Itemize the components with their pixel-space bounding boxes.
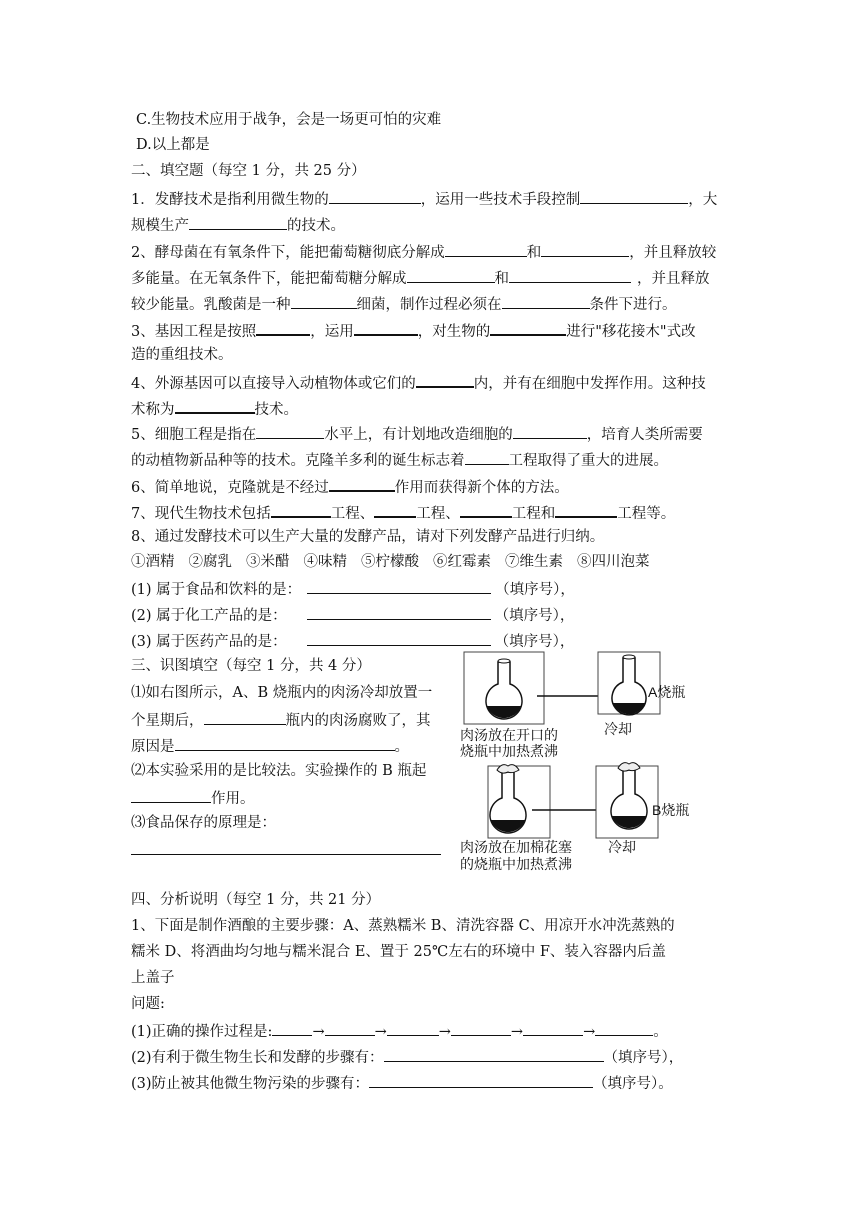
question-5-line-2 <box>131 450 668 470</box>
text: ，并且释放 <box>637 271 710 287</box>
option-c: C.生物技术应用于战争，会是一场更可怕的灾难 <box>136 112 442 128</box>
caption-a-1: 肉汤放在开口的 <box>460 728 558 744</box>
item: ②腐乳 <box>188 554 232 570</box>
blank[interactable] <box>502 294 590 309</box>
blank[interactable] <box>384 1047 604 1062</box>
text: 工程取得了重大的进展。 <box>508 453 668 469</box>
text: 工程等。 <box>617 506 676 522</box>
label-cool-b: 冷却 <box>608 840 636 856</box>
text: (3)防止被其他微生物污染的步骤有： <box>131 1076 370 1092</box>
question-2-line-2 <box>131 268 710 288</box>
blank[interactable] <box>131 788 211 803</box>
blank[interactable] <box>509 268 631 283</box>
blank[interactable] <box>329 476 395 492</box>
text: 作用。 <box>211 791 255 807</box>
text: 条件下进行。 <box>589 297 677 313</box>
s3-q3-answer-line <box>131 840 441 860</box>
text: 瓶内的肉汤腐败了，其 <box>285 713 431 729</box>
text: (1) 属于食品和饮料的是： <box>131 582 302 598</box>
blank[interactable] <box>256 320 310 336</box>
text: （填序号）， <box>494 634 575 650</box>
blank[interactable] <box>307 605 491 620</box>
blank[interactable] <box>325 1021 375 1036</box>
text: ，并且释放较 <box>629 245 717 261</box>
s3-q1-line-1: ⑴如右图所示，A、B 烧瓶内的肉汤冷却放置一 <box>131 685 433 701</box>
question-1-line-1 <box>131 189 717 209</box>
s3-q2-line-1: ⑵本实验采用的是比较法。实验操作的 B 瓶起 <box>131 763 427 779</box>
blank[interactable] <box>451 1021 511 1036</box>
blank[interactable] <box>513 424 587 439</box>
blank[interactable] <box>271 502 331 518</box>
label-a-flask: A烧瓶 <box>648 684 686 700</box>
cotton-plug-b1 <box>497 765 519 773</box>
blank[interactable] <box>369 1073 593 1088</box>
s3-q1-line-3 <box>131 736 409 756</box>
blank[interactable] <box>595 1021 653 1036</box>
text: 作用而获得新个体的方法。 <box>394 480 569 496</box>
blank[interactable] <box>329 189 421 204</box>
blank[interactable] <box>272 1021 312 1036</box>
flask-experiment-figure <box>458 648 708 878</box>
blank[interactable] <box>291 294 357 309</box>
text: (1)正确的操作过程是: <box>131 1024 273 1040</box>
section-4-title: 四、分析说明（每空 1 分，共 21 分） <box>131 892 381 908</box>
text: 工程和 <box>511 506 556 522</box>
text: 多能量。在无氧条件下，能把葡萄糖分解成 <box>131 271 407 287</box>
text: ，大 <box>688 192 718 208</box>
arrow-icon: → <box>374 1024 387 1040</box>
blank[interactable] <box>541 242 629 257</box>
text: 技术。 <box>254 402 298 418</box>
text: 水平上，有计划地改造细胞的 <box>324 427 513 443</box>
broth-a1 <box>487 706 521 718</box>
text: (2)有利于微生物生长和发酵的步骤有： <box>131 1050 384 1066</box>
blank[interactable] <box>204 710 286 725</box>
blank[interactable] <box>580 189 688 204</box>
blank[interactable] <box>189 215 287 230</box>
text: 术称为 <box>131 402 175 418</box>
item: ⑦维生素 <box>505 554 563 570</box>
s4-sub-2 <box>131 1047 683 1067</box>
text: 。 <box>653 1024 668 1040</box>
text: 工程、 <box>330 506 375 522</box>
text: 。 <box>394 739 409 755</box>
blank[interactable] <box>307 631 491 646</box>
s3-q1-line-2 <box>131 710 431 730</box>
question-3-line-2: 造的重组技术。 <box>131 347 233 363</box>
option-d: D.以上都是 <box>136 137 210 153</box>
broth-a2 <box>613 703 645 714</box>
item: ⑤柠檬酸 <box>361 554 419 570</box>
blank[interactable] <box>523 1021 583 1036</box>
blank[interactable] <box>256 424 324 439</box>
text: 工程、 <box>416 506 460 522</box>
item: ④味精 <box>303 554 347 570</box>
arrow-icon: → <box>583 1024 596 1040</box>
text: 5、细胞工程是指在 <box>131 427 257 443</box>
text: （填序号）， <box>495 582 575 598</box>
text: 1．发酵技术是指利用微生物的 <box>131 192 329 208</box>
section-3-title: 三、识图填空（每空 1 分，共 4 分） <box>131 658 371 674</box>
question-5-line-1 <box>131 424 703 444</box>
broth-b2 <box>612 816 646 828</box>
text: 较少能量。乳酸菌是一种 <box>131 297 291 313</box>
text: ，运用一些技术手段控制 <box>420 192 581 208</box>
label-cool-a: 冷却 <box>604 722 632 738</box>
text: (2) 属于化工产品的是： <box>131 608 287 624</box>
text: 7、现代生物技术包括 <box>131 506 271 522</box>
question-8-items <box>131 553 664 571</box>
s4-sub-1 <box>131 1021 668 1041</box>
text: 内，并有在细胞中发挥作用。这种技 <box>473 376 706 392</box>
arrow-icon: → <box>510 1024 524 1040</box>
blank[interactable] <box>460 502 512 518</box>
text: 个星期后， <box>131 713 204 729</box>
text: 2、酵母菌在有氧条件下，能把葡萄糖彻底分解成 <box>131 245 445 261</box>
text: （填序号）， <box>494 608 575 624</box>
arrow-icon: → <box>438 1024 451 1040</box>
question-3-line-1 <box>131 320 696 341</box>
cotton-plug-b2 <box>618 763 640 771</box>
blank[interactable] <box>445 242 527 257</box>
blank[interactable] <box>465 450 509 465</box>
text: 规模生产 <box>131 218 189 234</box>
s4-q1-line-3: 上盖子 <box>131 970 175 986</box>
s3-q3: ⑶食品保存的原理是： <box>131 815 276 831</box>
question-label: 问题: <box>131 996 165 1012</box>
text: (3) 属于医药产品的是： <box>131 634 287 650</box>
flask-a-cooled-mouth <box>623 655 635 659</box>
text: ，培育人类所需要 <box>586 427 703 443</box>
blank[interactable] <box>555 502 617 518</box>
text: 进行"移花接木"式改 <box>566 324 696 340</box>
s4-q1-line-2: 糯米 D、将酒曲均匀地与糯米混合 E、置于 25℃左右的环境中 F、装入容器内后盖 <box>131 944 666 960</box>
text: 3、基因工程是按照 <box>131 324 257 340</box>
blank[interactable] <box>387 1021 439 1036</box>
question-4-line-1 <box>131 372 706 393</box>
question-4-line-2 <box>131 398 298 419</box>
text: 和 <box>494 271 509 287</box>
text: 的技术。 <box>287 218 345 234</box>
broth-b1 <box>491 820 525 832</box>
blank[interactable] <box>416 372 474 388</box>
blank[interactable] <box>131 840 441 855</box>
question-8-1 <box>131 579 575 599</box>
blank[interactable] <box>307 579 491 594</box>
item: ③米醋 <box>246 554 290 570</box>
caption-b-2: 的烧瓶中加热煮沸 <box>460 857 572 873</box>
blank[interactable] <box>490 320 566 336</box>
blank[interactable] <box>175 736 395 751</box>
caption-b-1: 肉汤放在加棉花塞 <box>460 840 572 856</box>
s3-q2-line-2 <box>131 788 255 808</box>
question-2-line-3 <box>131 294 677 314</box>
s4-q1-line-1: 1、下面是制作酒酿的主要步骤：A、蒸熟糯米 B、清洗容器 C、用凉开水冲洗蒸熟的 <box>131 918 675 934</box>
item: ⑥红霉素 <box>433 554 491 570</box>
section-2-title: 二、填空题（每空 1 分，共 25 分） <box>131 163 366 179</box>
text: 细菌，制作过程必须在 <box>356 297 502 313</box>
s4-sub-3 <box>131 1073 673 1093</box>
text: ，对生物的 <box>417 324 491 340</box>
blank[interactable] <box>354 320 418 336</box>
item: ①酒精 <box>131 554 175 570</box>
question-7 <box>131 502 675 523</box>
text: （填序号）。 <box>593 1076 673 1092</box>
text: 和 <box>526 245 542 261</box>
blank[interactable] <box>175 398 255 414</box>
item: ⑧四川泡菜 <box>577 554 650 570</box>
text: ，运用 <box>310 324 354 340</box>
flask-a-mouth <box>498 659 510 663</box>
caption-a-2: 烧瓶中加热煮沸 <box>460 744 558 760</box>
arrow-icon: → <box>312 1024 325 1040</box>
question-2-line-1 <box>131 242 716 262</box>
blank[interactable] <box>374 502 416 518</box>
question-1-line-2 <box>131 215 345 235</box>
text: 4、外源基因可以直接导入动植物体或它们的 <box>131 376 416 392</box>
text: 6、简单地说，克隆就是不经过 <box>131 480 329 496</box>
text: 原因是 <box>131 739 175 755</box>
text: （填序号）， <box>603 1050 684 1066</box>
question-8-2 <box>131 605 574 625</box>
blank[interactable] <box>407 268 495 283</box>
question-8: 8、通过发酵技术可以生产大量的发酵产品，请对下列发酵产品进行归纳。 <box>131 529 605 545</box>
text: 的动植物新品种等的技术。克隆羊多利的诞生标志着 <box>131 453 465 469</box>
question-6 <box>131 476 569 497</box>
label-b-flask: B烧瓶 <box>652 802 690 818</box>
